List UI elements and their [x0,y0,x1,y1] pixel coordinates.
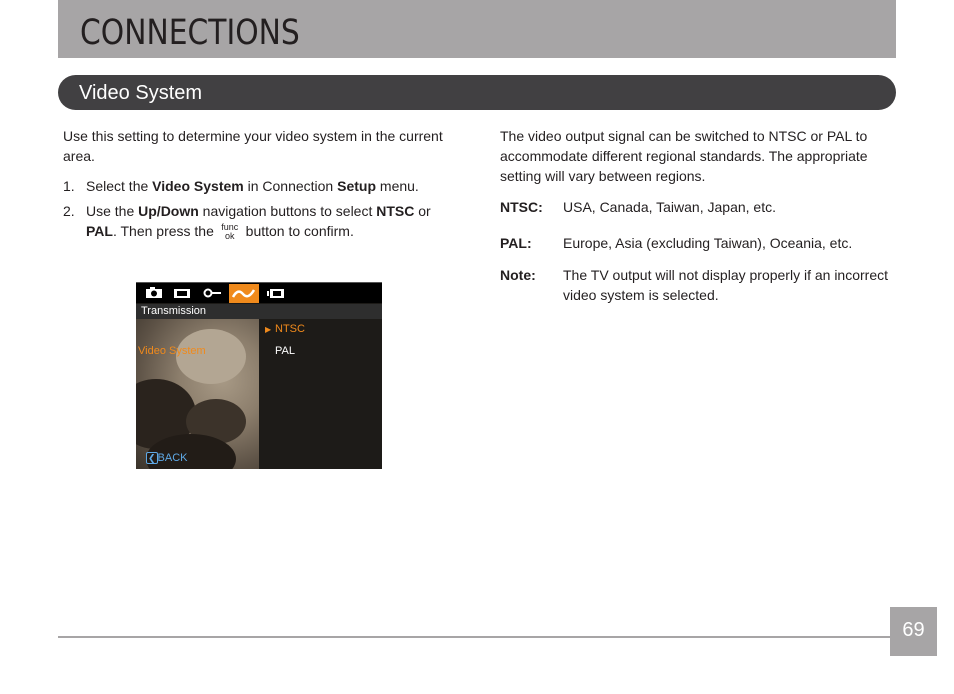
definition-note [500,265,895,305]
camera-tab-bar [136,282,382,303]
camera-options-panel [259,319,382,469]
background-photo [136,319,259,469]
term-note: Note: [500,267,536,283]
step-2-text: . Then press the [112,223,218,239]
connection-icon [229,284,259,303]
camera-screen [136,282,382,469]
page-number: 69 [902,619,925,641]
step-2-text: or [414,203,431,219]
step-2-ntsc: NTSC [376,203,415,219]
left-intro: Use this setting to determine your video system in the current area. [63,128,443,164]
ok-label: ok [225,231,235,241]
step-1-text: menu. [376,178,419,194]
section-header [58,75,896,110]
camera-icon [142,286,166,300]
selection-arrow-icon: ▶ [265,325,272,334]
wrench-icon [200,286,224,300]
term-ntsc: NTSC: [500,199,543,215]
step-1-number: 1. [63,178,75,194]
desc-ntsc: USA, Canada, Taiwan, Japan, etc. [563,199,776,215]
page-number-box [890,607,937,656]
film-icon [170,286,194,300]
footer-rule [58,636,890,638]
right-intro: The video output signal can be switched to NTSC or PAL to accommodate different regional standards. The appropriate setting will vary between regions. [500,128,868,184]
step-2-text: button to confirm. [241,223,354,239]
back-label: BACK [157,452,188,464]
func-ok-icon [218,223,242,241]
desc-pal: Europe, Asia (excluding Taiwan), Oceania, etc. [563,235,853,251]
step-2 [63,201,463,241]
camera-option-pal[interactable]: PAL [275,345,295,357]
camera-option-ntsc[interactable]: NTSC [275,323,305,335]
step-1 [63,176,463,196]
playback-icon [264,286,288,300]
step-1-text: Select the [86,178,153,194]
definition-ntsc [500,197,895,217]
definition-pal [500,233,895,253]
camera-back-button[interactable] [146,452,188,465]
camera-menu-label: Video System [138,345,206,357]
left-column [63,126,463,241]
camera-title: Transmission [141,305,206,317]
step-2-number: 2. [63,203,75,219]
back-arrow-icon: ❮ [148,453,156,463]
step-1-text: in Connection [243,178,338,194]
func-label: func [221,222,239,232]
step-2-up-down: Up/Down [138,203,199,219]
term-pal: PAL: [500,235,532,251]
step-2-text: navigation buttons to select [198,203,377,219]
step-1-setup: Setup [337,178,377,194]
header-bar [58,0,896,58]
page-title: CONNECTIONS [80,13,300,53]
step-2-text: Use the [86,203,139,219]
step-2-pal: PAL [86,223,113,239]
camera-title-bar [136,304,382,319]
step-1-video-system: Video System [152,178,244,194]
right-column [500,126,895,186]
section-title: Video System [79,82,203,104]
desc-note: The TV output will not display properly if an incorrect video system is selected. [563,267,889,303]
